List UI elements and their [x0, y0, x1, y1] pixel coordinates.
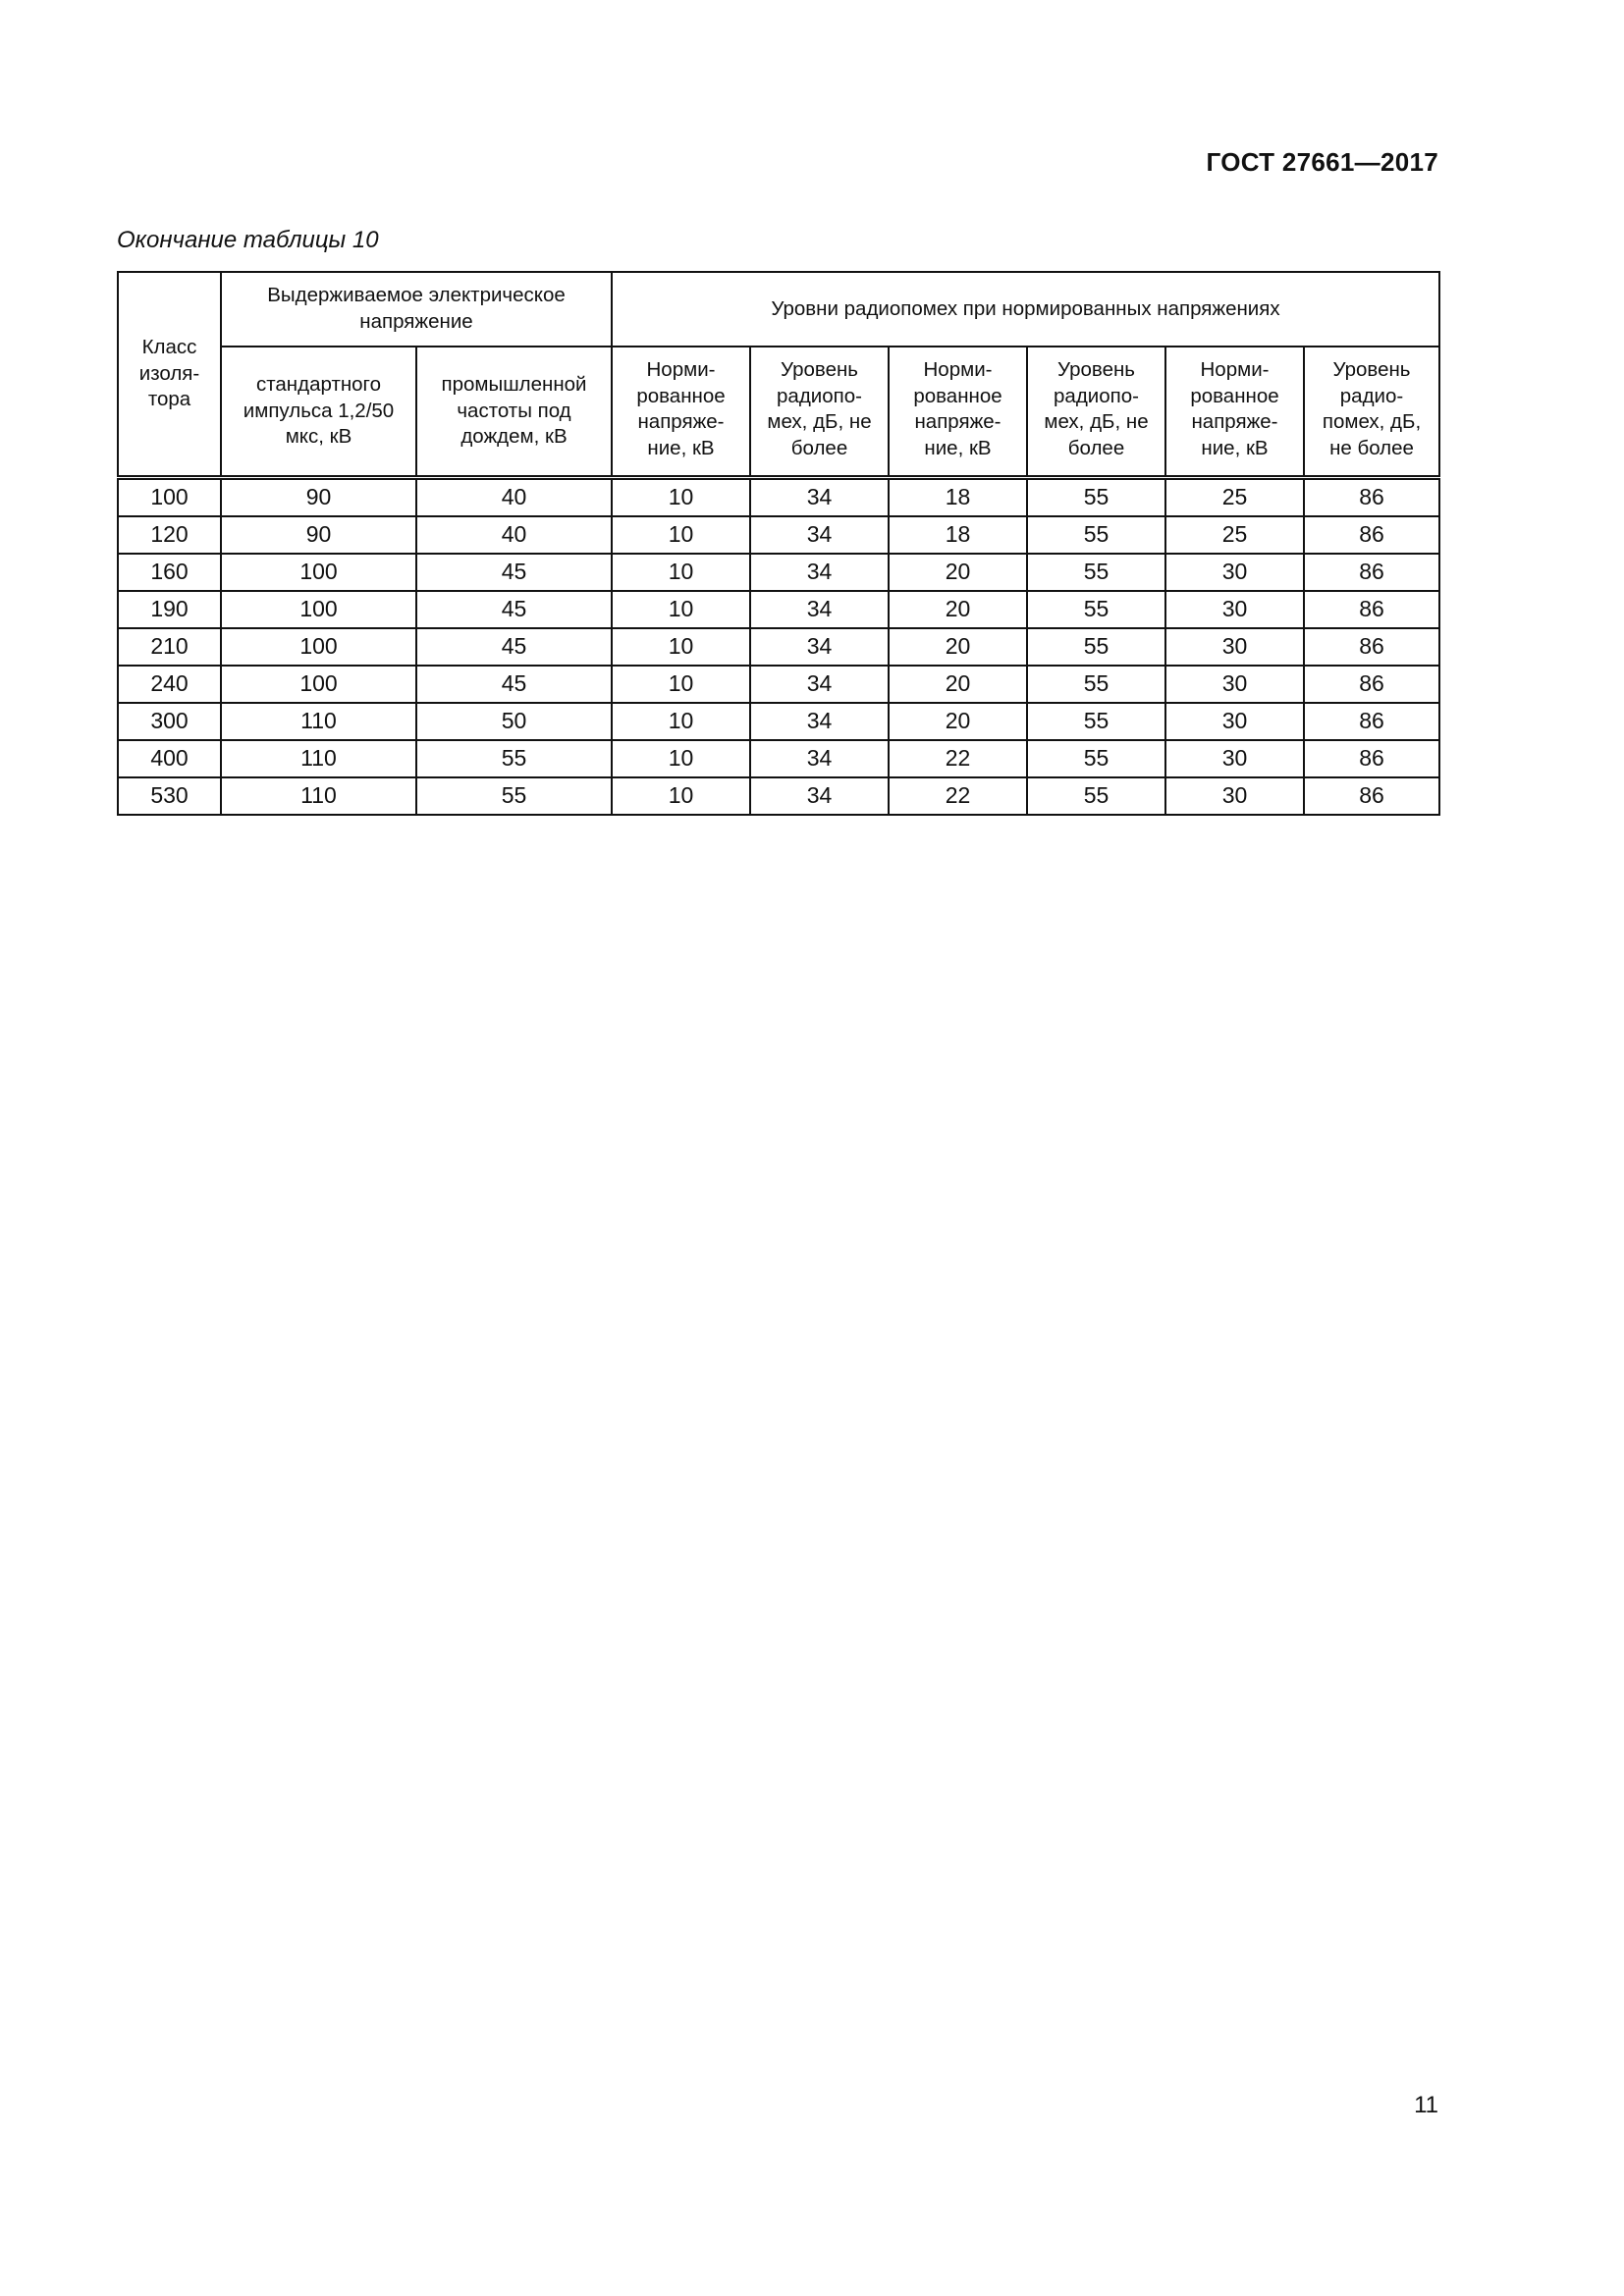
table-cell: 86 [1304, 478, 1439, 517]
table-cell: 25 [1165, 478, 1304, 517]
table-cell: 30 [1165, 703, 1304, 740]
table-cell: 110 [221, 777, 416, 815]
data-table [117, 271, 1440, 816]
table-cell: 10 [612, 591, 750, 628]
table-cell: 55 [416, 777, 612, 815]
header-radio-interference: Уровни радиопомех при нормированных напряжениях [612, 272, 1439, 347]
table-row [118, 703, 1439, 740]
table-cell: 190 [118, 591, 221, 628]
table-cell: 55 [1027, 591, 1165, 628]
table-cell: 50 [416, 703, 612, 740]
header-row-sub [118, 347, 1439, 478]
table-cell: 18 [889, 478, 1027, 517]
table-cell: 240 [118, 666, 221, 703]
table-cell: 55 [1027, 478, 1165, 517]
table-cell: 86 [1304, 666, 1439, 703]
table-cell: 30 [1165, 666, 1304, 703]
table-row [118, 478, 1439, 517]
table-cell: 20 [889, 591, 1027, 628]
table-cell: 86 [1304, 740, 1439, 777]
table-cell: 10 [612, 703, 750, 740]
table-cell: 100 [221, 666, 416, 703]
table-cell: 100 [221, 591, 416, 628]
table-cell: 40 [416, 516, 612, 554]
table-cell: 30 [1165, 740, 1304, 777]
table-cell: 34 [750, 703, 889, 740]
page-number: 11 [1414, 2092, 1438, 2118]
table-cell: 10 [612, 777, 750, 815]
table-cell: 30 [1165, 628, 1304, 666]
table-cell: 55 [1027, 554, 1165, 591]
table-cell: 30 [1165, 777, 1304, 815]
table-cell: 400 [118, 740, 221, 777]
table-cell: 300 [118, 703, 221, 740]
subheader-level-1: Уровень радиопо-мех, дБ, не более [750, 347, 889, 478]
table-cell: 55 [1027, 703, 1165, 740]
table-cell: 34 [750, 591, 889, 628]
table-cell: 110 [221, 703, 416, 740]
subheader-industrial-frequency: промышленной частоты под дождем, кВ [416, 347, 612, 478]
table-cell: 55 [1027, 777, 1165, 815]
subheader-rated-voltage-3: Норми-рованное напряже-ние, кВ [1165, 347, 1304, 478]
table-cell: 86 [1304, 591, 1439, 628]
table-cell: 30 [1165, 554, 1304, 591]
subheader-impulse: стандартного импульса 1,2/50 мкс, кВ [221, 347, 416, 478]
table-cell: 530 [118, 777, 221, 815]
table-cell: 86 [1304, 777, 1439, 815]
table-cell: 30 [1165, 591, 1304, 628]
table-cell: 100 [221, 554, 416, 591]
table-cell: 20 [889, 666, 1027, 703]
table-cell: 34 [750, 740, 889, 777]
subheader-rated-voltage-2: Норми-рованное напряже-ние, кВ [889, 347, 1027, 478]
table-cell: 20 [889, 554, 1027, 591]
table-cell: 20 [889, 703, 1027, 740]
table-cell: 45 [416, 628, 612, 666]
table-cell: 160 [118, 554, 221, 591]
table-cell: 10 [612, 628, 750, 666]
table-cell: 10 [612, 666, 750, 703]
table-cell: 86 [1304, 516, 1439, 554]
table-row [118, 777, 1439, 815]
table-cell: 86 [1304, 628, 1439, 666]
table-cell: 100 [221, 628, 416, 666]
table-cell: 10 [612, 554, 750, 591]
table-cell: 22 [889, 777, 1027, 815]
header-withstand-voltage: Выдерживаемое электрическое напряжение [221, 272, 612, 347]
table-cell: 40 [416, 478, 612, 517]
subheader-level-3: Уровень радио-помех, дБ, не более [1304, 347, 1439, 478]
table-cell: 55 [1027, 740, 1165, 777]
table-cell: 25 [1165, 516, 1304, 554]
table-cell: 100 [118, 478, 221, 517]
table-cell: 55 [1027, 628, 1165, 666]
table-cell: 22 [889, 740, 1027, 777]
table-cell: 10 [612, 478, 750, 517]
table-row [118, 591, 1439, 628]
table-row [118, 628, 1439, 666]
table-cell: 86 [1304, 554, 1439, 591]
header-class: Класс изоля-тора [118, 272, 221, 478]
table-cell: 86 [1304, 703, 1439, 740]
table-cell: 45 [416, 591, 612, 628]
table-row [118, 740, 1439, 777]
table-cell: 110 [221, 740, 416, 777]
table-cell: 34 [750, 777, 889, 815]
subheader-rated-voltage-1: Норми-рованное напряже-ние, кВ [612, 347, 750, 478]
table-cell: 45 [416, 666, 612, 703]
table-cell: 55 [1027, 666, 1165, 703]
table-row [118, 666, 1439, 703]
table-caption: Окончание таблицы 10 [117, 227, 379, 253]
table-cell: 10 [612, 740, 750, 777]
header-row-top [118, 272, 1439, 347]
table-cell: 10 [612, 516, 750, 554]
table-row [118, 516, 1439, 554]
table-row [118, 554, 1439, 591]
table-cell: 45 [416, 554, 612, 591]
table-cell: 20 [889, 628, 1027, 666]
table-cell: 34 [750, 554, 889, 591]
document-code: ГОСТ 27661—2017 [1206, 147, 1438, 177]
table-cell: 210 [118, 628, 221, 666]
table-cell: 34 [750, 628, 889, 666]
subheader-level-2: Уровень радиопо-мех, дБ, не более [1027, 347, 1165, 478]
table-cell: 90 [221, 478, 416, 517]
table-cell: 120 [118, 516, 221, 554]
table-cell: 34 [750, 666, 889, 703]
table-cell: 55 [416, 740, 612, 777]
table-cell: 18 [889, 516, 1027, 554]
table-cell: 90 [221, 516, 416, 554]
table-cell: 34 [750, 478, 889, 517]
table-cell: 34 [750, 516, 889, 554]
table-cell: 55 [1027, 516, 1165, 554]
table-body [118, 478, 1439, 816]
